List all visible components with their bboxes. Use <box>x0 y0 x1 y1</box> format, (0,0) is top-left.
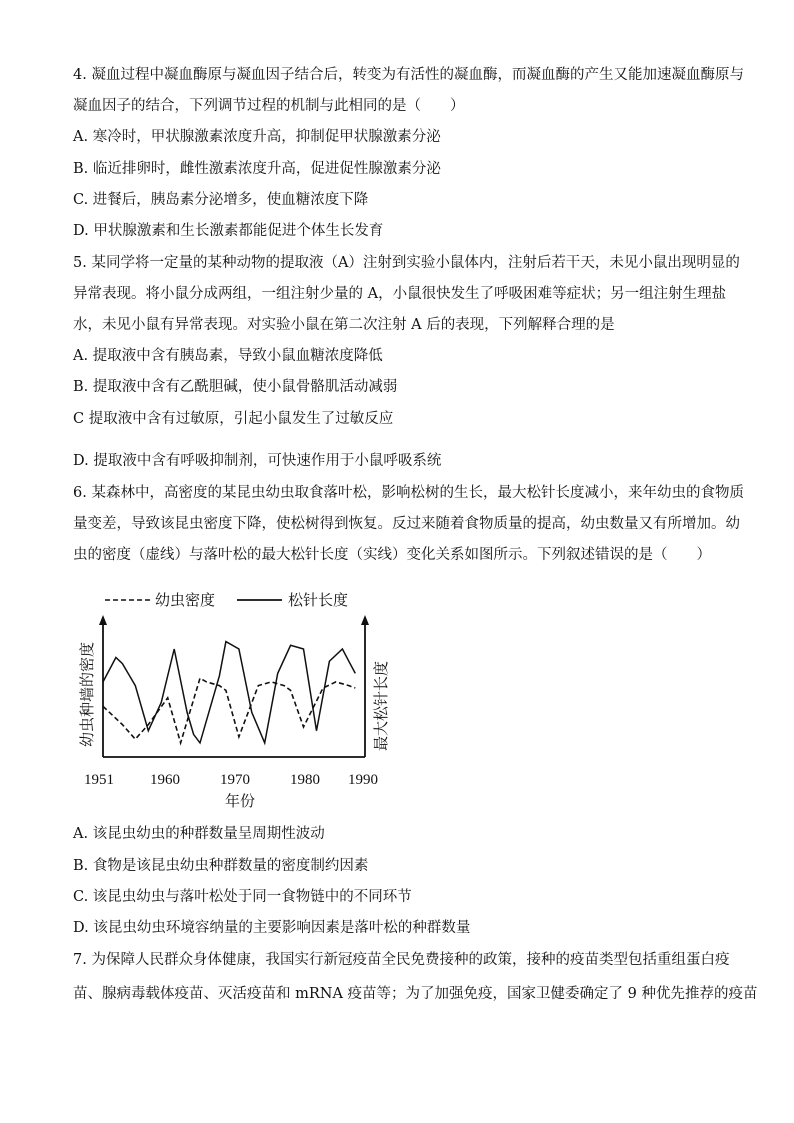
q5-option-d: D. 提取液中含有呼吸抑制剂，可快速作用于小鼠呼吸系统 <box>73 453 442 469</box>
q6-option-b: B. 食物是该昆虫幼虫种群数量的密度制约因素 <box>73 858 369 874</box>
q4-option-b: B. 临近排卵时，雌性激素浓度升高，促进促性腺激素分泌 <box>73 161 441 177</box>
y-axis-left-label: 幼虫种墙的密度 <box>80 641 96 747</box>
q7-stem-line-2: 苗、腺病毒载体疫苗、灭活疫苗和 mRNA 疫苗等；为了加强免疫，国家卫健委确定了 9 种优先推荐的疫苗 <box>73 986 758 1002</box>
x-tick-label: 1951 <box>84 772 114 788</box>
left-axis-arrow <box>99 615 107 625</box>
x-tick-label: 1970 <box>220 772 250 788</box>
legend-needle-length: 松针长度 <box>288 593 349 609</box>
q4-stem-line-2: 凝血因子的结合，下列调节过程的机制与此相同的是（ ） <box>73 98 465 114</box>
x-tick-label: 1960 <box>150 772 180 788</box>
legend-larva-density: 幼虫密度 <box>155 593 216 609</box>
insect-pine-chart <box>70 585 400 815</box>
q6-option-d: D. 该昆虫幼虫环境容纳量的主要影响因素是落叶松的种群数量 <box>73 920 471 936</box>
series-larva-density-line <box>103 678 355 743</box>
q4-option-d: D. 甲状腺激素和生长激素都能促进个体生长发育 <box>73 223 384 239</box>
q6-option-c: C. 该昆虫幼虫与落叶松处于同一食物链中的不同环节 <box>73 889 412 905</box>
q4-option-c: C. 进餐后，胰岛素分泌增多，使血糖浓度下降 <box>73 192 369 208</box>
x-tick-label: 1990 <box>348 772 378 788</box>
q6-option-a: A. 该昆虫幼虫的种群数量呈周期性波动 <box>73 826 325 842</box>
q5-option-c: C 提取液中含有过敏原，引起小鼠发生了过敏反应 <box>73 411 394 427</box>
q6-stem-line-1: 6. 某森林中，高密度的某昆虫幼虫取食落叶松，影响松树的生长，最大松针长度减小，来年幼虫的食物质 <box>73 485 744 501</box>
q5-option-b: B. 提取液中含有乙酰胆碱，使小鼠骨骼肌活动减弱 <box>73 379 398 395</box>
q5-stem-line-2: 异常表现。将小鼠分成两组，一组注射少量的 A，小鼠很快发生了呼吸困难等症状；另一组注射生理盐 <box>73 286 727 302</box>
q6-stem-line-3: 虫的密度（虚线）与落叶松的最大松针长度（实线）变化关系如图所示。下列叙述错误的是（ ） <box>73 547 711 563</box>
x-axis-label: 年份 <box>225 794 256 810</box>
q5-stem-line-1: 5. 某同学将一定量的某种动物的提取液（A）注射到实验小鼠体内，注射后若干天，未见小鼠出现明显的 <box>73 255 740 271</box>
q6-stem-line-2: 量变差，导致该昆虫密度下降，使松树得到恢复。反过来随着食物质量的提高，幼虫数量又有所增加。幼 <box>73 516 740 532</box>
y-axis-right-label: 最大松针长度 <box>374 660 390 751</box>
q5-stem-line-3: 水，未见小鼠有异常表现。对实验小鼠在第二次注射 A 后的表现，下列解释合理的是 <box>73 317 615 333</box>
q4-stem-line-1: 4. 凝血过程中凝血酶原与凝血因子结合后，转变为有活性的凝血酶，而凝血酶的产生又能加速凝血酶原与 <box>73 67 744 83</box>
series-needle-length-line <box>103 642 355 743</box>
q4-option-a: A. 寒冷时，甲状腺激素浓度升高，抑制促甲状腺激素分泌 <box>73 129 441 145</box>
q5-option-a: A. 提取液中含有胰岛素，导致小鼠血糖浓度降低 <box>73 348 383 364</box>
series-layer <box>103 642 355 743</box>
right-axis-arrow <box>361 615 369 625</box>
q7-stem-line-1: 7. 为保障人民群众身体健康，我国实行新冠疫苗全民免费接种的政策，接种的疫苗类型包括重组蛋白疫 <box>73 952 730 968</box>
x-tick-label: 1980 <box>290 772 320 788</box>
